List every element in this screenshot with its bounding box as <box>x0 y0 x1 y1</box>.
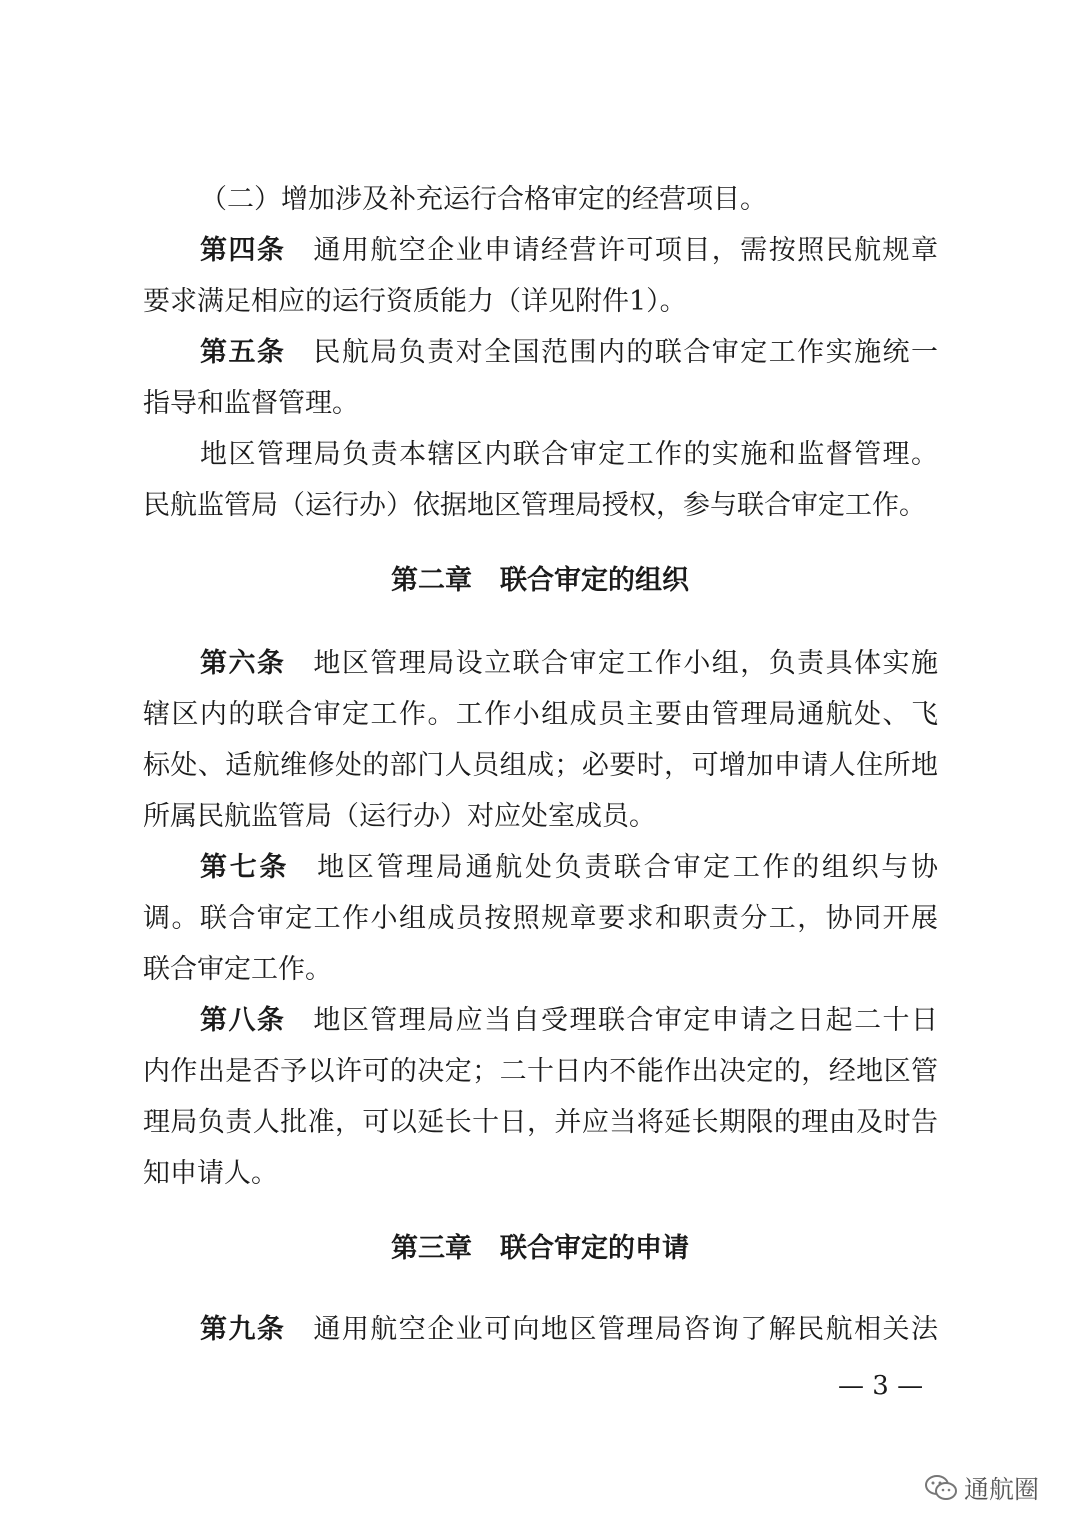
article-7-line <box>200 848 938 888</box>
paragraph-line: 民航监管局（运行办）依据地区管理局授权，参与联合审定工作。 <box>143 490 926 521</box>
paragraph-line: 调。联合审定工作小组成员按照规章要求和职责分工，协同开展 <box>143 903 938 934</box>
article-text: 地区管理局通航处负责联合审定工作的组织与协 <box>317 852 939 883</box>
paragraph-line: 所属民航监管局（运行办）对应处室成员。 <box>143 801 656 832</box>
article-9-line <box>200 1310 938 1350</box>
article-text: 地区管理局设立联合审定工作小组，负责具体实施 <box>313 648 938 679</box>
article-heading: 第八条 <box>200 1005 286 1036</box>
page-number: — 3 — <box>838 1371 924 1401</box>
paragraph-line: 联合审定工作。 <box>143 954 332 985</box>
paragraph-line: 知申请人。 <box>143 1158 278 1189</box>
article-text: 通用航空企业可向地区管理局咨询了解民航相关法 <box>313 1314 938 1345</box>
watermark <box>924 1468 1039 1508</box>
article-8-line <box>200 1001 938 1041</box>
paragraph-line: 要求满足相应的运行资质能力（详见附件1）。 <box>143 286 687 317</box>
chapter-title: 联合审定的组织 <box>500 565 689 596</box>
chapter-title: 联合审定的申请 <box>500 1233 689 1264</box>
article-heading: 第六条 <box>200 648 286 679</box>
paragraph-line: 内作出是否予以许可的决定；二十日内不能作出决定的，经地区管 <box>143 1056 938 1087</box>
article-4-line <box>200 231 938 271</box>
article-heading: 第四条 <box>200 235 286 266</box>
chapter-number: 第三章 <box>391 1233 472 1264</box>
paragraph-line: 指导和监督管理。 <box>143 388 359 419</box>
article-text: 民航局负责对全国范围内的联合审定工作实施统一 <box>313 337 938 368</box>
article-heading: 第七条 <box>200 852 290 883</box>
paragraph-line: 标处、适航维修处的部门人员组成；必要时，可增加申请人住所地 <box>143 750 938 781</box>
article-5-line <box>200 333 938 373</box>
paragraph-line: 理局负责人批准，可以延长十日，并应当将延长期限的理由及时告 <box>143 1107 938 1138</box>
wechat-icon <box>924 1473 958 1503</box>
chapter-number: 第二章 <box>391 565 472 596</box>
paragraph-line: 辖区内的联合审定工作。工作小组成员主要由管理局通航处、飞 <box>143 699 938 730</box>
watermark-text: 通航圈 <box>964 1475 1040 1504</box>
paragraph-line: 地区管理局负责本辖区内联合审定工作的实施和监督管理。 <box>200 439 938 470</box>
chapter-2-heading <box>0 561 1080 601</box>
article-heading: 第五条 <box>200 337 286 368</box>
article-text: 通用航空企业申请经营许可项目，需按照民航规章 <box>313 235 938 266</box>
paragraph-line: （二）增加涉及补充运行合格审定的经营项目。 <box>200 184 767 215</box>
article-heading: 第九条 <box>200 1314 286 1345</box>
article-6-line <box>200 644 938 684</box>
article-text: 地区管理局应当自受理联合审定申请之日起二十日 <box>313 1005 938 1036</box>
chapter-3-heading <box>0 1229 1080 1269</box>
